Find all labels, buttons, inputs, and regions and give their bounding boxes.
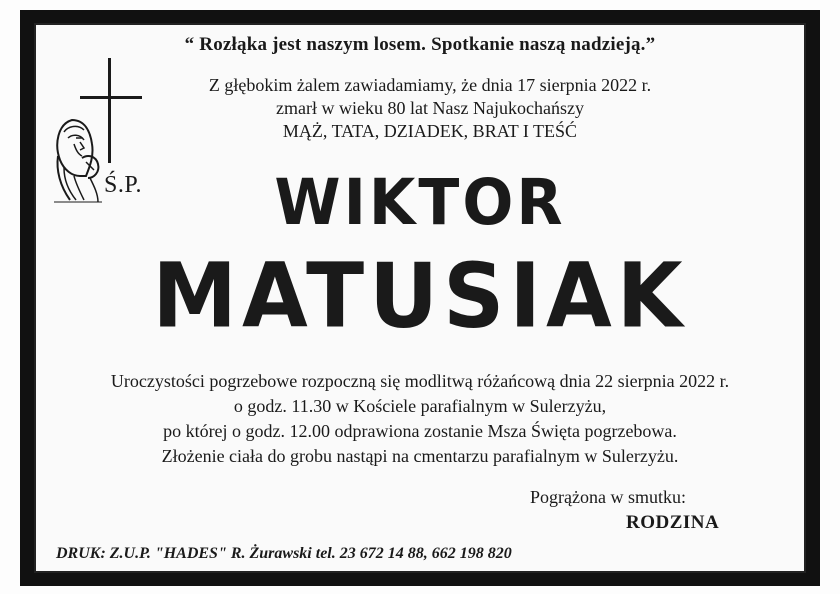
family-signature: RODZINA xyxy=(626,512,720,533)
funeral-details xyxy=(40,369,800,469)
funeral-details-line: po której o godz. 12.00 odprawiona zostanie Msza Święta pogrzebowa. xyxy=(163,421,677,441)
announcement-text xyxy=(150,74,710,143)
sp-label: Ś.P. xyxy=(104,172,143,198)
funeral-details-line: Złożenie ciała do grobu nastąpi na cmentarzu parafialnym w Sulerzyżu. xyxy=(161,446,679,466)
announcement-line: Z głębokim żalem zawiadamiamy, że dnia 17 sierpnia 2022 r. xyxy=(208,75,652,95)
mourning-label: Pogrążona w smutku: xyxy=(530,487,686,507)
family-roles-line: MĄŻ, TATA, DZIADEK, BRAT I TEŚĆ xyxy=(282,121,578,141)
deceased-first-name: WIKTOR xyxy=(274,166,566,240)
announcement-line: zmarł w wieku 80 lat Nasz Najukochańszy xyxy=(276,98,584,118)
deceased-last-name: MATUSIAK xyxy=(152,244,688,349)
funeral-details-line: o godz. 11.30 w Kościele parafialnym w Sulerzyżu, xyxy=(233,396,607,416)
motto-quote: “ Rozłąka jest naszym losem. Spotkanie naszą nadzieją.” xyxy=(184,34,656,55)
funeral-details-line: Uroczystości pogrzebowe rozpoczną się modlitwą różańcową dnia 22 sierpnia 2022 r. xyxy=(110,371,730,391)
printer-footer: DRUK: Z.U.P. "HADES" R. Żurawski tel. 23 672 14 88, 662 198 820 xyxy=(56,545,512,562)
